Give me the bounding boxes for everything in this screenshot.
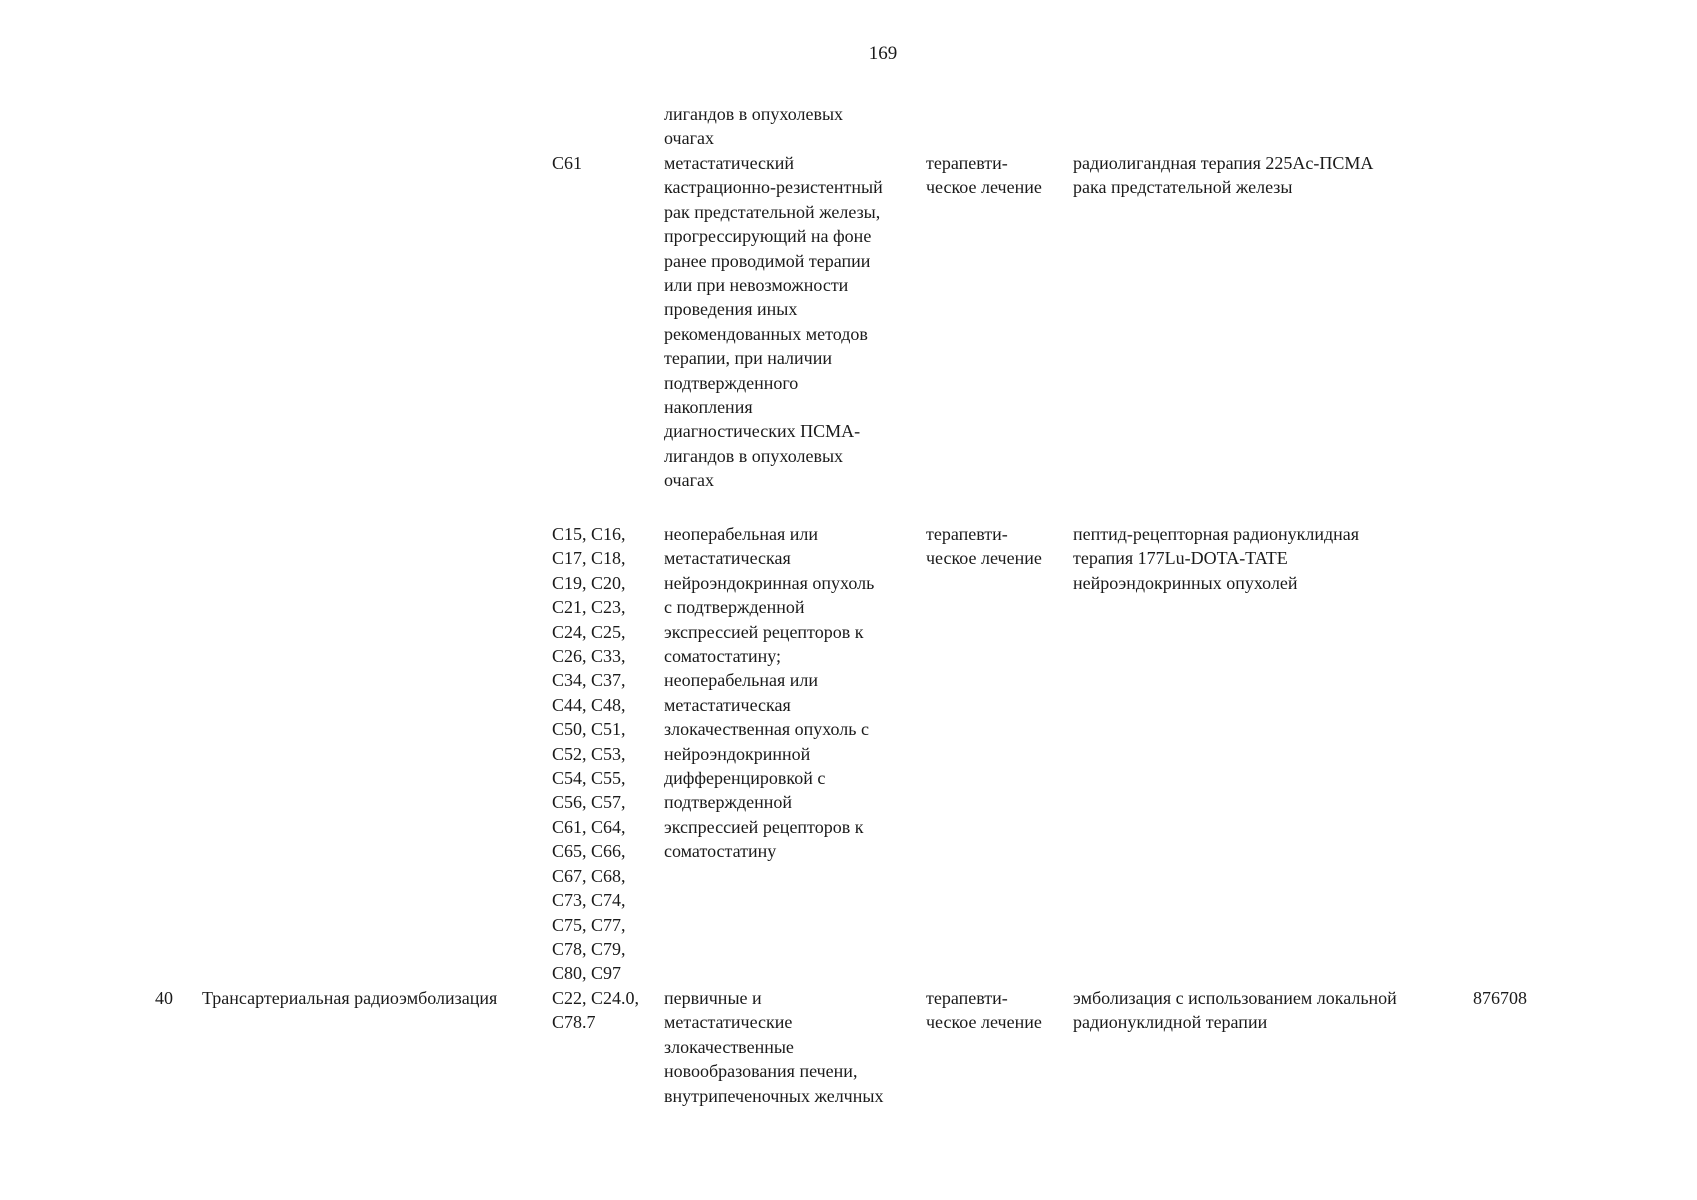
- patient-model-line: экспрессией рецепторов к: [664, 816, 864, 837]
- procedure-name: Трансартериальная радиоэмболизация: [202, 988, 498, 1008]
- icd-codes-line: C24, C25,: [552, 621, 626, 642]
- patient-model: [664, 151, 883, 493]
- icd-codes-line: C78.7: [552, 1012, 596, 1033]
- patient-model-line: нейроэндокринной: [664, 743, 811, 764]
- row-number: 40: [155, 988, 173, 1008]
- patient-model-line: метастатическая: [664, 694, 791, 715]
- patient-model-line: лигандов в опухолевых: [664, 104, 844, 124]
- patient-model: [664, 986, 883, 1108]
- patient-model-line: дифференцировкой с: [664, 768, 826, 789]
- patient-model-line: экспрессией рецепторов к: [664, 621, 864, 642]
- treatment-type: [926, 986, 1042, 1035]
- patient-model-line: диагностических ПСМА-: [664, 421, 861, 442]
- patient-model-line: или при невозможности: [664, 275, 849, 296]
- patient-model-line: подтвержденного: [664, 372, 799, 393]
- patient-model-line: очагах: [664, 470, 714, 491]
- patient-model-line: проведения иных: [664, 299, 798, 320]
- patient-model: [664, 522, 874, 864]
- treatment-method: [1073, 151, 1373, 200]
- patient-model-line: прогрессирующий на фоне: [664, 226, 872, 247]
- icd-codes: [552, 986, 639, 1035]
- patient-model-line: неоперабельная или: [664, 670, 818, 691]
- icd-codes-line: C75, C77,: [552, 914, 626, 935]
- icd-codes-line: C34, C37,: [552, 670, 626, 691]
- icd-codes-line: C61: [552, 153, 583, 173]
- patient-model-line: ранее проводимой терапии: [664, 250, 871, 271]
- treatment-method-line: нейроэндокринных опухолей: [1073, 572, 1298, 593]
- icd-codes: [552, 151, 582, 175]
- patient-model-line: лигандов в опухолевых: [664, 445, 844, 466]
- icd-codes-line: C21, C23,: [552, 597, 626, 618]
- icd-codes-line: C26, C33,: [552, 646, 626, 667]
- cost-value: 876708: [1473, 988, 1527, 1008]
- icd-codes-line: C50, C51,: [552, 719, 626, 740]
- patient-model-line: терапии, при наличии: [664, 348, 832, 369]
- icd-codes-line: C17, C18,: [552, 548, 626, 569]
- treatment-type-line: ческое лечение: [926, 548, 1042, 569]
- patient-model-line: кастрационно-резистентный: [664, 177, 883, 198]
- treatment-method-line: пептид-рецепторная радионуклидная: [1073, 524, 1360, 544]
- treatment-method-line: радионуклидной терапии: [1073, 1012, 1268, 1033]
- icd-codes-line: C52, C53,: [552, 743, 626, 764]
- patient-model-line: нейроэндокринная опухоль: [664, 572, 875, 593]
- treatment-method-line: рака предстательной железы: [1073, 177, 1293, 198]
- icd-codes-line: C19, C20,: [552, 572, 626, 593]
- patient-model-line: рекомендованных методов: [664, 323, 868, 344]
- treatment-method: [1073, 986, 1397, 1035]
- patient-model-line: злокачественные: [664, 1036, 794, 1057]
- patient-model-line: метастатическая: [664, 548, 791, 569]
- icd-codes-line: C67, C68,: [552, 865, 626, 886]
- icd-codes-line: C73, C74,: [552, 890, 626, 911]
- treatment-type: [926, 151, 1042, 200]
- icd-codes-line: C78, C79,: [552, 938, 626, 959]
- treatment-method-line: эмболизация с использованием локальной: [1073, 988, 1397, 1008]
- treatment-type-line: терапевти-: [926, 524, 1008, 544]
- patient-model-line: накопления: [664, 397, 753, 418]
- patient-model-line: очагах: [664, 128, 714, 149]
- patient-model-line: неоперабельная или: [664, 524, 818, 544]
- patient-model-line: новообразования печени,: [664, 1061, 858, 1082]
- icd-codes-line: C15, C16,: [552, 524, 626, 544]
- icd-codes-line: C44, C48,: [552, 694, 626, 715]
- patient-model-line: соматостатину;: [664, 646, 782, 667]
- patient-model-line: внутрипеченочных желчных: [664, 1085, 884, 1106]
- treatment-method-line: радиолигандная терапия 225Ac-ПСМА: [1073, 153, 1374, 173]
- patient-model-line: подтвержденной: [664, 792, 793, 813]
- page-number: 169: [868, 43, 898, 64]
- icd-codes-line: C54, C55,: [552, 768, 626, 789]
- treatment-type-line: терапевти-: [926, 153, 1008, 173]
- icd-codes: [552, 522, 626, 986]
- treatment-method-line: терапия 177Lu-DOTA-TATE: [1073, 548, 1288, 569]
- patient-model-line: с подтвержденной: [664, 597, 805, 618]
- patient-model-line: рак предстательной железы,: [664, 201, 881, 222]
- patient-model: [664, 102, 843, 151]
- treatment-type-line: ческое лечение: [926, 1012, 1042, 1033]
- icd-codes-line: C61, C64,: [552, 816, 626, 837]
- treatment-type-line: терапевти-: [926, 988, 1008, 1008]
- patient-model-line: соматостатину: [664, 841, 777, 862]
- patient-model-line: метастатические: [664, 1012, 793, 1033]
- patient-model-line: метастатический: [664, 153, 795, 173]
- treatment-type: [926, 522, 1042, 571]
- icd-codes-line: C56, C57,: [552, 792, 626, 813]
- treatment-method: [1073, 522, 1359, 595]
- patient-model-line: злокачественная опухоль с: [664, 719, 869, 740]
- icd-codes-line: C80, C97: [552, 963, 622, 984]
- icd-codes-line: C22, C24.0,: [552, 988, 640, 1008]
- treatment-type-line: ческое лечение: [926, 177, 1042, 198]
- icd-codes-line: C65, C66,: [552, 841, 626, 862]
- patient-model-line: первичные и: [664, 988, 762, 1008]
